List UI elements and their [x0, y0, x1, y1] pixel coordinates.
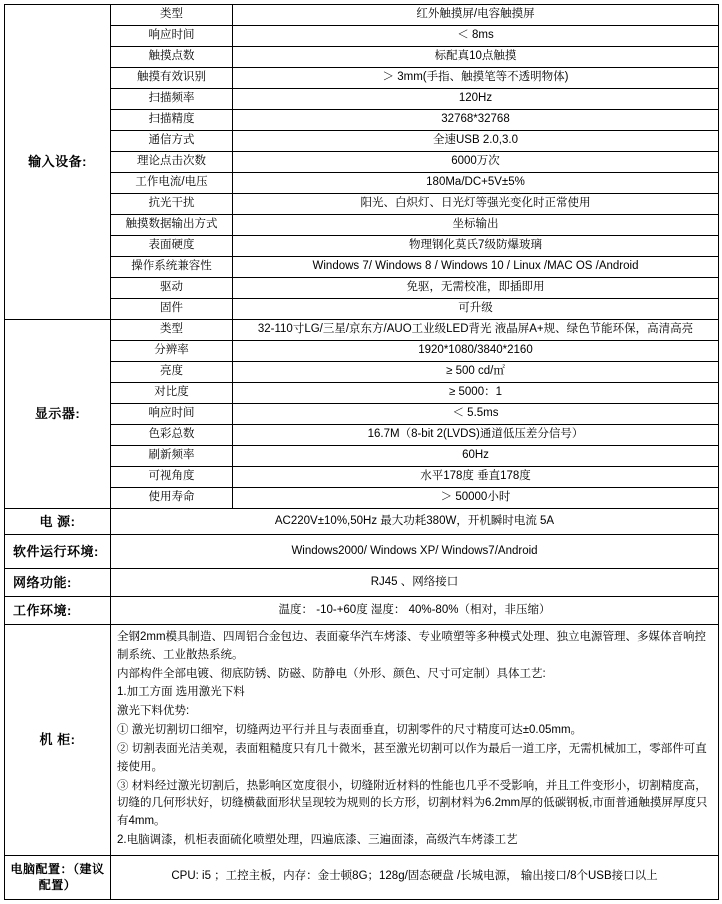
row-subkey: 理论点击次数: [111, 152, 233, 173]
row-subkey: 扫描精度: [111, 110, 233, 131]
row-subkey: 对比度: [111, 383, 233, 404]
row-category: 机 柜:: [5, 625, 111, 856]
row-subkey: 操作系统兼容性: [111, 257, 233, 278]
table-row: [5, 152, 719, 173]
table-row: [5, 625, 719, 856]
table-row: [5, 110, 719, 131]
row-subkey: 通信方式: [111, 131, 233, 152]
row-value: ＞ 50000小时: [233, 488, 719, 509]
table-row: [5, 509, 719, 535]
row-value: RJ45 、网络接口: [111, 569, 719, 597]
row-value: 32768*32768: [233, 110, 719, 131]
row-value: 120Hz: [233, 89, 719, 110]
row-value: AC220V±10%,50Hz 最大功耗380W，开机瞬时电流 5A: [111, 509, 719, 535]
row-value: 全速USB 2.0,3.0: [233, 131, 719, 152]
table-row: [5, 278, 719, 299]
row-subkey: 触摸数据输出方式: [111, 215, 233, 236]
table-row: [5, 535, 719, 569]
table-row: [5, 855, 719, 899]
row-value: 红外触摸屏/电容触摸屏: [233, 5, 719, 26]
row-value: Windows2000/ Windows XP/ Windows7/Android: [111, 535, 719, 569]
row-subkey: 驱动: [111, 278, 233, 299]
row-category: 软件运行环境:: [5, 535, 111, 569]
table-row: [5, 362, 719, 383]
row-subkey: 工作电流/电压: [111, 173, 233, 194]
row-value: 免驱，无需校准，即插即用: [233, 278, 719, 299]
row-value: 坐标输出: [233, 215, 719, 236]
row-value: 标配真10点触摸: [233, 47, 719, 68]
row-value: CPU: i5 ；工控主板，内存：金士顿8G；128g/固态硬盘 /长城电源， 输出接口/8个USB接口以上: [111, 855, 719, 899]
row-category: 工作环境:: [5, 597, 111, 625]
table-row: [5, 131, 719, 152]
table-row: [5, 383, 719, 404]
row-subkey: 亮度: [111, 362, 233, 383]
row-subkey: 固件: [111, 299, 233, 320]
cabinet-line: ② 切割表面光洁美观，表面粗糙度只有几十微米，甚至激光切割可以作为最后一道工序，无需机械加工，零部件可直接使用。: [117, 742, 707, 773]
row-subkey: 刷新频率: [111, 446, 233, 467]
table-row: [5, 569, 719, 597]
row-subkey: 使用寿命: [111, 488, 233, 509]
table-row: [5, 257, 719, 278]
row-value: 1920*1080/3840*2160: [233, 341, 719, 362]
row-subkey: 响应时间: [111, 404, 233, 425]
row-value: ≥ 500 cd/㎡: [233, 362, 719, 383]
row-subkey: 响应时间: [111, 26, 233, 47]
row-value: 温度： -10-+60度 湿度： 40%-80%（相对，非压缩）: [111, 597, 719, 625]
spec-table: [4, 4, 719, 900]
cabinet-description: [111, 625, 719, 856]
cabinet-line: 全钢2mm模具制造、四周铝合金包边、表面豪华汽车烤漆、专业喷塑等多种模式处理、独立电源管理、多媒体音响控制系统、工业散热系统。: [117, 631, 707, 661]
row-category: 显示器:: [5, 320, 111, 509]
table-row: [5, 467, 719, 488]
row-subkey: 表面硬度: [111, 236, 233, 257]
row-subkey: 类型: [111, 320, 233, 341]
table-row: [5, 215, 719, 236]
table-row: [5, 320, 719, 341]
table-row: [5, 68, 719, 89]
row-value: Windows 7/ Windows 8 / Windows 10 / Linux /MAC OS /Android: [233, 257, 719, 278]
table-row: [5, 446, 719, 467]
row-subkey: 触摸有效识别: [111, 68, 233, 89]
row-subkey: 分辨率: [111, 341, 233, 362]
cabinet-line: 内部构件全部电镀、彻底防锈、防磁、防静电（外形、颜色、尺寸可定制）具体工艺:: [117, 667, 546, 680]
table-row: [5, 404, 719, 425]
table-row: [5, 236, 719, 257]
table-row: [5, 47, 719, 68]
cabinet-line: 2.电脑调漆，机柜表面硫化喷塑处理，四遍底漆、三遍面漆，高级汽车烤漆工艺: [117, 833, 518, 846]
row-value: 物理钢化莫氏7级防爆玻璃: [233, 236, 719, 257]
table-row: [5, 488, 719, 509]
row-subkey: 色彩总数: [111, 425, 233, 446]
row-subkey: 可视角度: [111, 467, 233, 488]
table-row: [5, 299, 719, 320]
row-value: ＜ 8ms: [233, 26, 719, 47]
row-value: 阳光、白炽灯、日光灯等强光变化时正常使用: [233, 194, 719, 215]
row-category: 网络功能:: [5, 569, 111, 597]
table-row: [5, 173, 719, 194]
row-subkey: 扫描频率: [111, 89, 233, 110]
cabinet-body: [117, 629, 712, 850]
row-value: 16.7M（8-bit 2(LVDS)通道低压差分信号）: [233, 425, 719, 446]
row-value: 60Hz: [233, 446, 719, 467]
row-value: 6000万次: [233, 152, 719, 173]
row-value: 180Ma/DC+5V±5%: [233, 173, 719, 194]
row-value: ＞ 3mm(手指、触摸笔等不透明物体): [233, 68, 719, 89]
cabinet-line: ③ 材料经过激光切割后，热影响区宽度很小，切缝附近材料的性能也几乎不受影响，并且工件变形小，切割精度高，切缝的几何形状好，切缝横截面形状呈现较为规则的长方形，切割材料为6.2mm厚的低碳钢板,市面普通触摸屏厚度只有4mm。: [117, 779, 708, 828]
row-value: 水平178度 垂直178度: [233, 467, 719, 488]
row-value: ≥ 5000：1: [233, 383, 719, 404]
table-row: [5, 26, 719, 47]
cabinet-line: 1.加工方面 选用激光下料: [117, 686, 245, 699]
table-row: [5, 89, 719, 110]
row-subkey: 触摸点数: [111, 47, 233, 68]
table-row: [5, 597, 719, 625]
cabinet-line: ① 激光切割切口细窄，切缝两边平行并且与表面垂直，切割零件的尺寸精度可达±0.05mm。: [117, 724, 583, 737]
table-row: [5, 194, 719, 215]
table-row: [5, 341, 719, 362]
row-category: 电脑配置：（建议配置）: [5, 855, 111, 899]
row-value: 32-110寸LG/三星/京东方/AUO工业级LED背光 液晶屏A+规、绿色节能环保，高清高亮: [233, 320, 719, 341]
row-category: 输入设备:: [5, 5, 111, 320]
table-row: [5, 425, 719, 446]
row-subkey: 类型: [111, 5, 233, 26]
table-row: [5, 5, 719, 26]
cabinet-line: 激光下料优势:: [117, 705, 190, 718]
row-value: ＜ 5.5ms: [233, 404, 719, 425]
row-subkey: 抗光干扰: [111, 194, 233, 215]
row-category: 电 源:: [5, 509, 111, 535]
row-value: 可升级: [233, 299, 719, 320]
